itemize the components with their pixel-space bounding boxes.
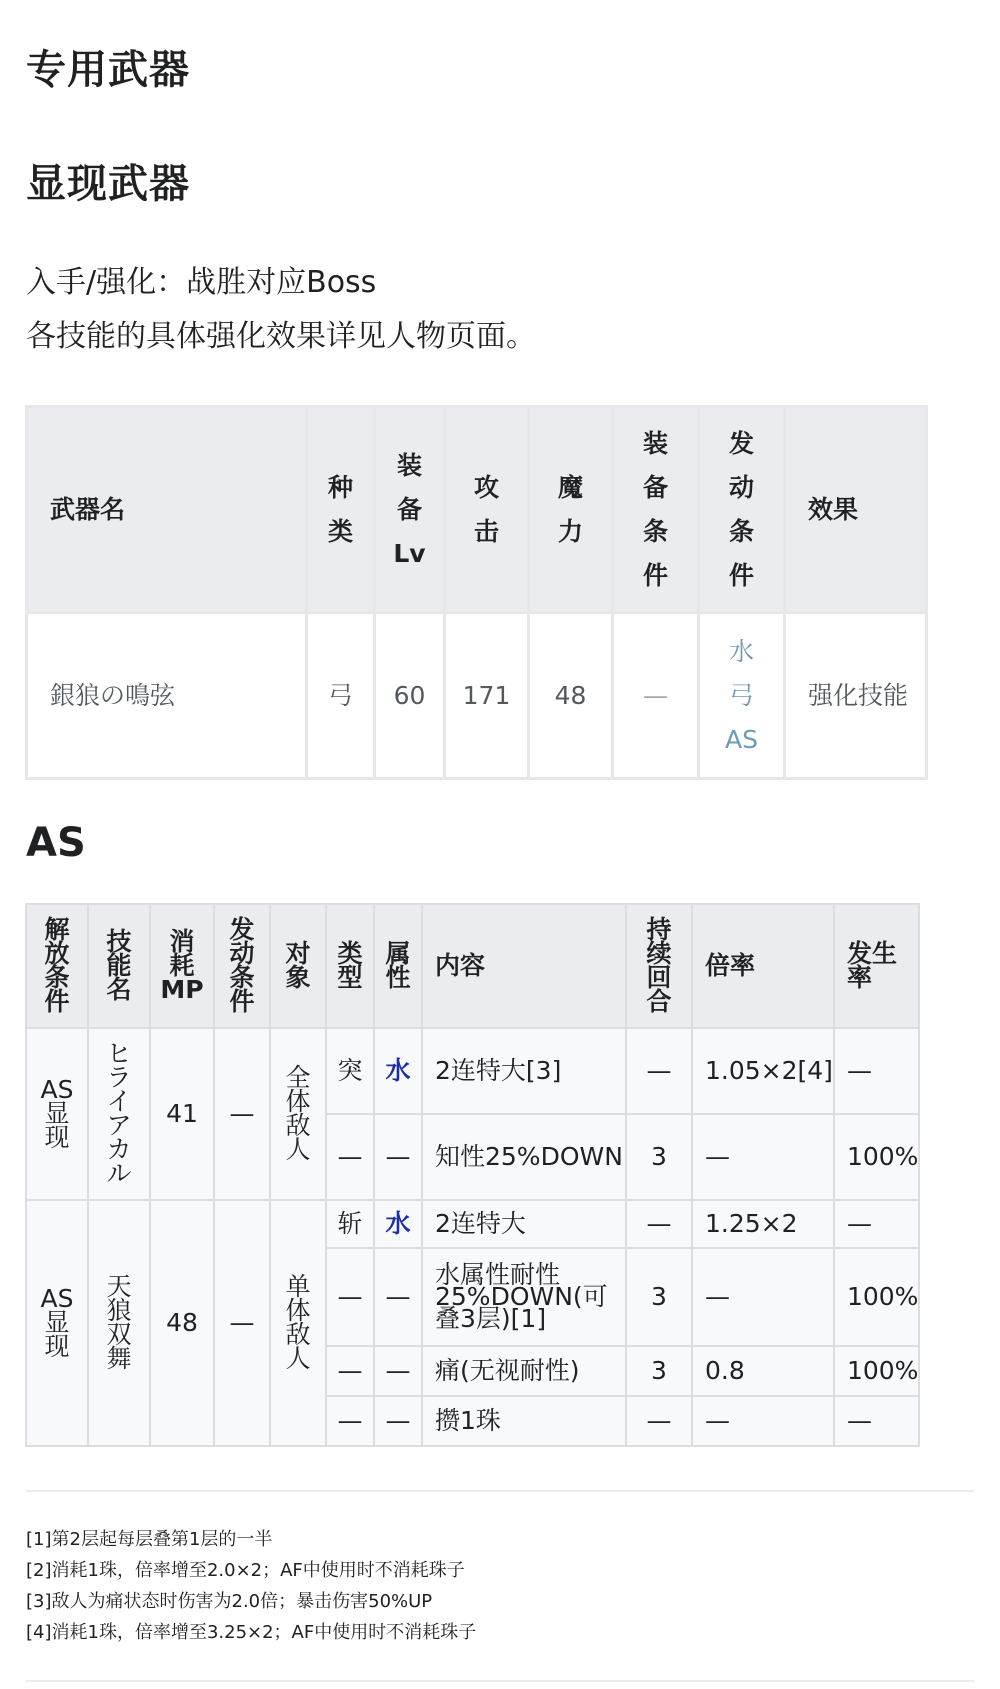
skill2-content: 2连特大 — [422, 1200, 626, 1248]
skill2-type-4: — — [326, 1396, 374, 1446]
as-header-unlock: 解 放 条 件 — [26, 904, 88, 1028]
skill2-rate: 1.25×2 — [692, 1200, 834, 1248]
skill1-chance: — — [834, 1028, 919, 1114]
skill1-mp: 41 — [150, 1028, 214, 1200]
references-list — [26, 1524, 476, 1648]
weapon-row — [27, 613, 927, 779]
as-header-chance: 发生 率 — [834, 904, 919, 1028]
skill2-type-3: — — [326, 1346, 374, 1396]
header-equip-condition: 装 备 条 件 — [613, 407, 699, 613]
as-header-type: 类 型 — [326, 904, 374, 1028]
header-magic: 魔 力 — [529, 407, 613, 613]
as-skill2-row1 — [26, 1200, 919, 1248]
as-header-turns: 持 续 回 合 — [626, 904, 692, 1028]
page-title: 专用武器 — [26, 47, 190, 93]
skill2-rate-3: 0.8 — [692, 1346, 834, 1396]
skill2-type: 斩 — [326, 1200, 374, 1248]
skill1-target: 全 体 敌 人 — [270, 1028, 326, 1200]
header-attack: 攻 击 — [445, 407, 529, 613]
references-divider-bottom — [26, 1680, 974, 1682]
header-type: 种 类 — [307, 407, 375, 613]
intro-text — [26, 256, 536, 364]
header-level: 装 备 Lv — [375, 407, 445, 613]
skill1-rate: 1.05×2[4] — [692, 1028, 834, 1114]
skill1-name: ヒ ラ イ ア カ ル — [88, 1028, 150, 1200]
skill2-rate-2: — — [692, 1248, 834, 1346]
skill1-type: 突 — [326, 1028, 374, 1114]
skill2-chance: — — [834, 1200, 919, 1248]
as-header-skill-name: 技 能 名 — [88, 904, 150, 1028]
skill2-name: 天 狼 双 舞 — [88, 1200, 150, 1446]
as-header-trigger: 发 动 条 件 — [214, 904, 270, 1028]
skill2-chance-3: 100% — [834, 1346, 919, 1396]
header-trigger-condition: 发 动 条 件 — [699, 407, 785, 613]
header-effect: 效果 — [785, 407, 927, 613]
skill2-attr-3: — — [374, 1346, 422, 1396]
skill2-attr: 水 — [374, 1200, 422, 1248]
as-table — [25, 903, 920, 1447]
skill1-rate-2: — — [692, 1114, 834, 1200]
skill2-content-4: 攒1珠 — [422, 1396, 626, 1446]
weapon-trigger-link[interactable]: 水 弓 AS — [699, 613, 785, 779]
weapon-magic: 48 — [529, 613, 613, 779]
skill2-attr-4: — — [374, 1396, 422, 1446]
skill2-chance-2: 100% — [834, 1248, 919, 1346]
reference-2: [2]消耗1珠，倍率增至2.0×2；AF中使用时不消耗珠子 — [26, 1560, 465, 1581]
reference-3: [3]敌人为痛状态时伤害为2.0倍；暴击伤害50%UP — [26, 1591, 433, 1612]
as-header-mp: 消 耗 MP — [150, 904, 214, 1028]
skill1-content-2: 知性25%DOWN — [422, 1114, 626, 1200]
skill2-unlock: AS 显 现 — [26, 1200, 88, 1446]
skill2-turns-2: 3 — [626, 1248, 692, 1346]
as-header-row — [26, 904, 919, 1028]
skill2-type-2: — — [326, 1248, 374, 1346]
as-header-attr: 属 性 — [374, 904, 422, 1028]
skill2-content-3: 痛(无视耐性) — [422, 1346, 626, 1396]
intro-line-2: 各技能的具体强化效果详见人物页面。 — [26, 319, 536, 354]
weapon-table-wrapper — [0, 405, 1000, 803]
skill1-turns: — — [626, 1028, 692, 1114]
weapon-level: 60 — [375, 613, 445, 779]
as-skill1-row1 — [26, 1028, 919, 1114]
skill1-chance-2: 100% — [834, 1114, 919, 1200]
weapon-name: 銀狼の鳴弦 — [27, 613, 307, 779]
as-header-target: 对 象 — [270, 904, 326, 1028]
section-title: 显现武器 — [26, 161, 190, 207]
skill1-turns-2: 3 — [626, 1114, 692, 1200]
weapon-equip-condition: — — [613, 613, 699, 779]
skill1-trigger: — — [214, 1028, 270, 1200]
header-weapon-name: 武器名 — [27, 407, 307, 613]
weapon-type: 弓 — [307, 613, 375, 779]
skill2-trigger: — — [214, 1200, 270, 1446]
skill1-attr: 水 — [374, 1028, 422, 1114]
skill1-type-2: — — [326, 1114, 374, 1200]
skill2-mp: 48 — [150, 1200, 214, 1446]
skill1-attr-2: — — [374, 1114, 422, 1200]
intro-line-1: 入手/强化：战胜对应Boss — [26, 265, 377, 300]
as-header-content: 内容 — [422, 904, 626, 1028]
skill2-target: 单 体 敌 人 — [270, 1200, 326, 1446]
skill1-content: 2连特大[3] — [422, 1028, 626, 1114]
skill2-rate-4: — — [692, 1396, 834, 1446]
reference-1: [1]第2层起每层叠第1层的一半 — [26, 1529, 273, 1550]
skill2-turns-4: — — [626, 1396, 692, 1446]
reference-4: [4]消耗1珠，倍率增至3.25×2；AF中使用时不消耗珠子 — [26, 1622, 477, 1643]
skill2-turns-3: 3 — [626, 1346, 692, 1396]
references-divider-top — [26, 1490, 974, 1492]
weapon-header-row — [27, 407, 927, 613]
skill2-turns: — — [626, 1200, 692, 1248]
skill1-unlock: AS 显 现 — [26, 1028, 88, 1200]
weapon-effect: 强化技能 — [785, 613, 927, 779]
as-header-rate: 倍率 — [692, 904, 834, 1028]
skill2-attr-2: — — [374, 1248, 422, 1346]
weapon-attack: 171 — [445, 613, 529, 779]
as-title: AS — [26, 820, 86, 866]
weapon-table — [25, 405, 928, 780]
skill2-content-2: 水属性耐性 25%DOWN(可 叠3层)[1] — [422, 1248, 626, 1346]
skill2-chance-4: — — [834, 1396, 919, 1446]
